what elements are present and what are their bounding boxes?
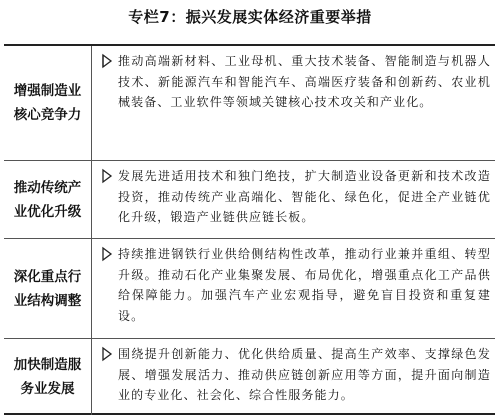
hollow-arrow-bullet-icon bbox=[101, 346, 113, 362]
hollow-arrow-bullet-icon bbox=[101, 246, 113, 262]
row-content bbox=[92, 239, 495, 338]
row-text: 推动高端新材料、工业母机、重大技术装备、智能制造与机器人技术、新能源汽车和智能汽车、高端医疗装备和创新药、农业机械装备、工业软件等领域关键核心技术攻关和产业化。 bbox=[118, 54, 491, 109]
row-text: 围绕提升创新能力、优化供给质量、提高生产效率、支撑绿色发展、增强发展活力、推动供应链创新应用等方面，提升面向制造业的专业化、社会化、综合性服务能力。 bbox=[118, 347, 491, 402]
row-content bbox=[92, 46, 495, 160]
row-content bbox=[92, 339, 495, 415]
table-row bbox=[4, 238, 495, 338]
hollow-arrow-bullet-icon bbox=[101, 53, 113, 69]
row-label: 增强制造业核心竞争力 bbox=[4, 46, 92, 160]
row-text: 发展先进适用技术和独门绝技，扩大制造业设备更新和技术改造投资，推动传统产业高端化、智能化、绿色化，促进全产业链优化升级，锻造产业链供应链长板。 bbox=[118, 169, 491, 224]
page-title: 专栏7：振兴发展实体经济重要举措 bbox=[128, 8, 372, 26]
hollow-arrow-bullet-icon bbox=[101, 168, 113, 184]
table-row bbox=[4, 46, 495, 160]
row-label: 深化重点行业结构调整 bbox=[4, 239, 92, 338]
row-label: 推动传统产业优化升级 bbox=[4, 161, 92, 238]
measures-table bbox=[4, 44, 495, 415]
row-content bbox=[92, 161, 495, 238]
row-label: 加快制造服务业发展 bbox=[4, 339, 92, 415]
table-row bbox=[4, 160, 495, 238]
table-row bbox=[4, 338, 495, 415]
row-text: 持续推进钢铁行业供给侧结构性改革，推动行业兼并重组、转型升级。推动石化产业集聚发展、布局优化，增强重点化工产品供给保障能力。加强汽车产业宏观指导，避免盲目投资和重复建设。 bbox=[118, 247, 491, 323]
